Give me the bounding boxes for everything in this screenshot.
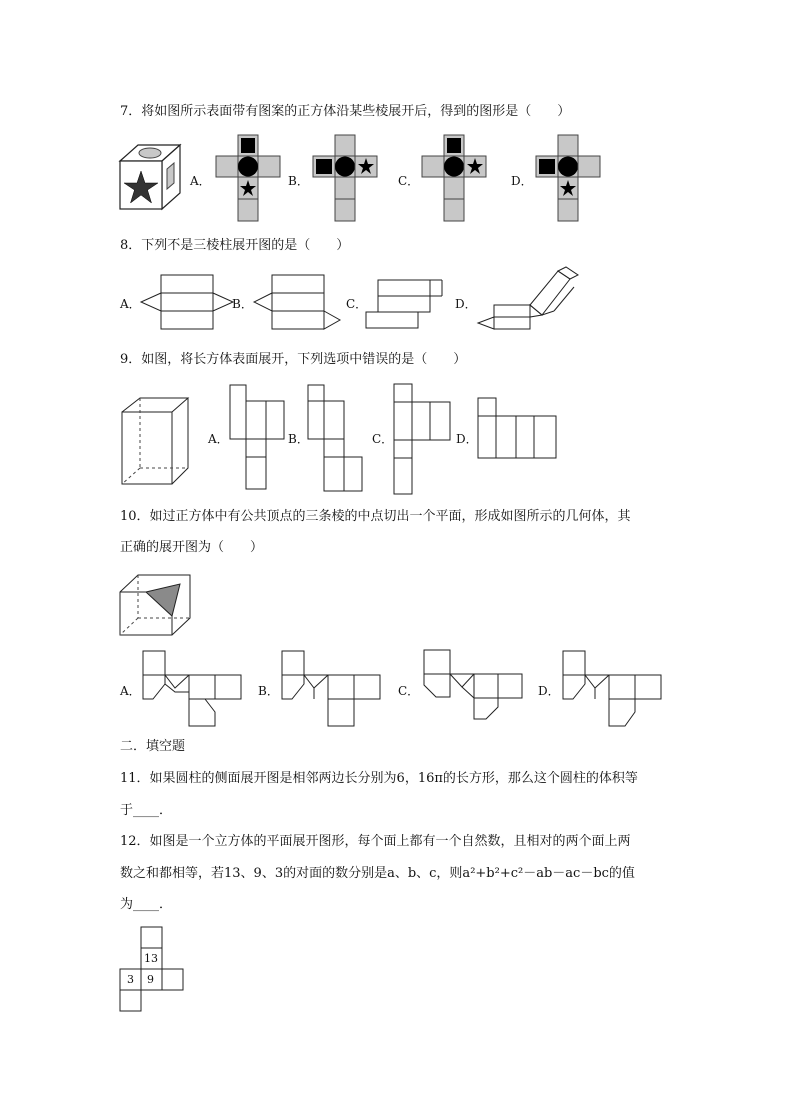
q8-option-c-net[interactable]	[362, 276, 446, 330]
q10-option-a-label[interactable]: A．	[120, 684, 141, 698]
q7-option-b-net[interactable]	[309, 133, 381, 223]
q7-option-d-label[interactable]: D．	[511, 174, 533, 188]
q10-stem-line2: 正确的展开图为（ ）	[120, 540, 264, 555]
q7-stem: 7．将如图所示表面带有图案的正方体沿某些棱展开后，得到的图形是（ ）	[120, 104, 571, 119]
q7-option-d-net[interactable]	[532, 133, 604, 223]
q12-line1: 12．如图是一个立方体的平面展开图形，每个面上都有一个自然数，且相对的两个面上两	[120, 834, 631, 849]
q8-stem: 8．下列不是三棱柱展开图的是（ ）	[120, 238, 350, 253]
net-number-13: 13	[144, 952, 158, 965]
q10-option-b-net[interactable]	[278, 648, 384, 732]
q10-cut-cube-figure	[118, 572, 194, 638]
q10-option-d-net[interactable]	[559, 648, 665, 732]
q7-cube-figure	[118, 143, 188, 211]
q9-option-d-net[interactable]	[474, 396, 560, 462]
q9-option-d-label[interactable]: D．	[456, 432, 478, 446]
q9-option-a-net[interactable]	[228, 383, 288, 491]
q9-option-b-label[interactable]: B．	[288, 432, 309, 446]
q10-option-b-label[interactable]: B．	[258, 684, 279, 698]
q10-option-c-net[interactable]	[420, 647, 526, 731]
q7-option-b-label[interactable]: B．	[288, 174, 309, 188]
net-number-9: 9	[147, 973, 154, 986]
q7-option-c-label[interactable]: C．	[398, 174, 420, 188]
q9-option-c-label[interactable]: C．	[372, 432, 394, 446]
q10-option-a-net[interactable]	[139, 648, 245, 732]
q8-option-a-net[interactable]	[137, 272, 237, 334]
q10-stem-line1: 10．如过正方体中有公共顶点的三条棱的中点切出一个平面，形成如图所示的几何体，其	[120, 509, 631, 524]
q8-option-b-net[interactable]	[252, 272, 344, 334]
q10-option-c-label[interactable]: C．	[398, 684, 420, 698]
q9-stem: 9．如图，将长方体表面展开，下列选项中错误的是（ ）	[120, 352, 467, 367]
net-number-3: 3	[127, 973, 134, 986]
q8-option-d-label[interactable]: D．	[455, 297, 477, 311]
q11-line1: 11．如果圆柱的侧面展开图是相邻两边长分别为6，16π的长方形，那么这个圆柱的体积等	[120, 771, 638, 786]
q11-line2: 于____．	[120, 803, 173, 818]
q8-option-d-net[interactable]	[474, 265, 584, 340]
q8-option-b-label[interactable]: B．	[232, 297, 253, 311]
q12-line3: 为____．	[120, 897, 173, 912]
q8-option-a-label[interactable]: A．	[120, 297, 141, 311]
q9-option-a-label[interactable]: A．	[208, 432, 229, 446]
q9-cuboid-figure	[120, 396, 192, 488]
q12-cube-net	[119, 925, 187, 1015]
q7-option-c-net[interactable]	[418, 133, 490, 223]
q7-option-a-net[interactable]	[212, 133, 284, 223]
q10-option-d-label[interactable]: D．	[538, 684, 560, 698]
q8-option-c-label[interactable]: C．	[346, 297, 368, 311]
q9-option-b-net[interactable]	[306, 383, 366, 493]
q7-option-a-label[interactable]: A．	[190, 174, 211, 188]
q12-line2: 数之和都相等，若13、9、3的对面的数分别是a、b、c，则a²+b²+c²－ab－ac－bc的值	[120, 866, 635, 881]
section-heading: 二．填空题	[120, 739, 186, 754]
q9-option-c-net[interactable]	[392, 382, 454, 498]
